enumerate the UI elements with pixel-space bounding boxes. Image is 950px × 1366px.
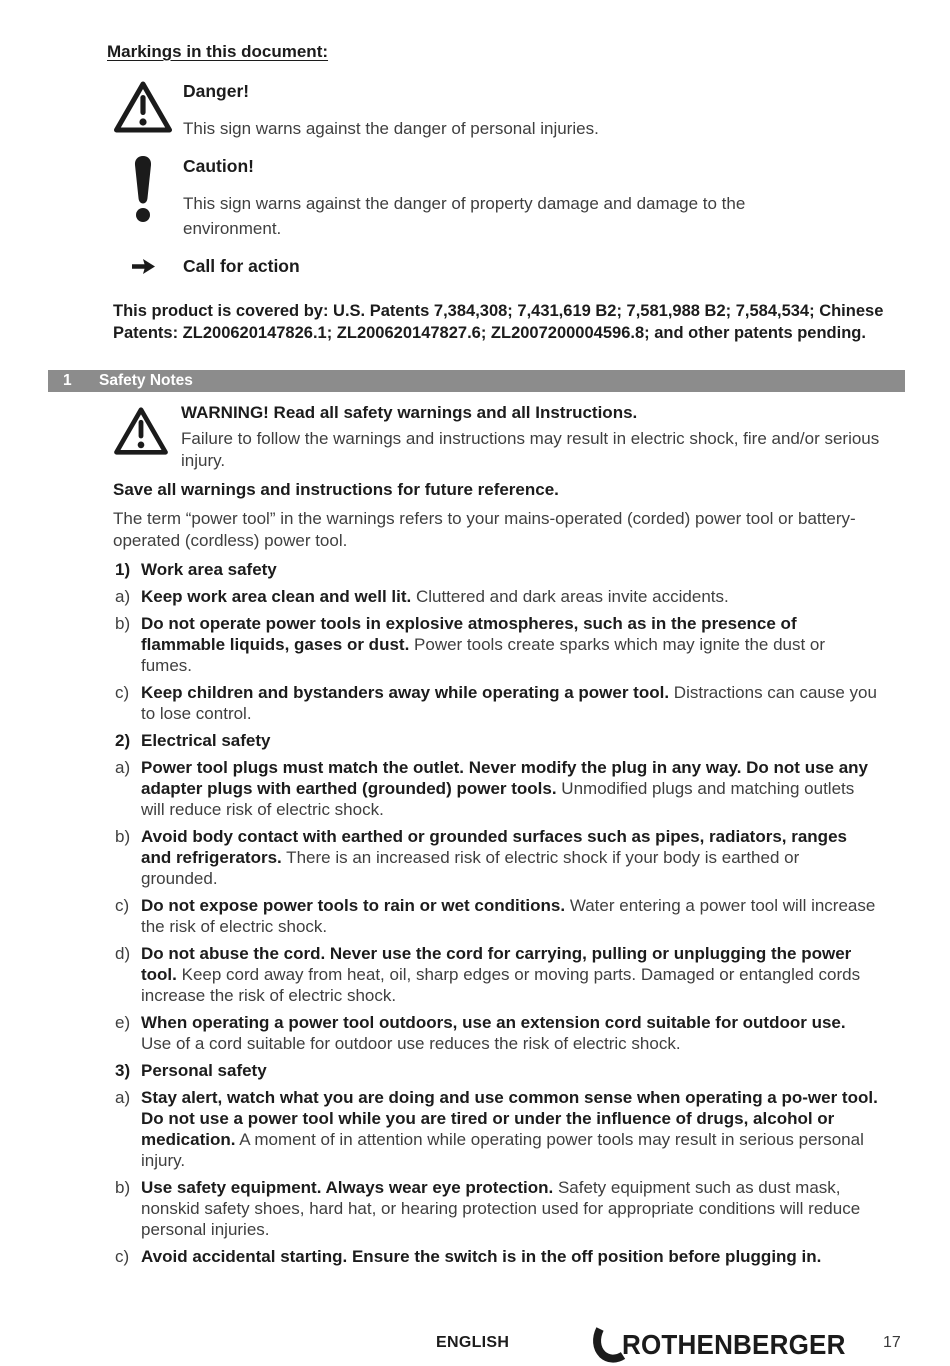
safety-rule [115,895,950,937]
item-marker: c) [115,683,130,702]
item-marker: b) [115,614,131,633]
group-title: Personal safety [141,1061,267,1080]
safety-rule [115,1087,950,1171]
safety-rule [115,1177,950,1240]
item-text: Avoid body contact with earthed or grounded surfaces such as pipes, radiators, ranges and refrigerators. There is an increased risk of electric shock if your body is earthed or grounded. [141,827,847,888]
item-marker: a) [115,758,131,777]
warning-body: Failure to follow the warnings and instructions may result in electric shock, fire and/or serious injury. [181,429,880,470]
arrow-right-icon [103,255,183,277]
safety-rule [115,1012,950,1054]
marking-desc: This sign warns against the danger of property damage and damage to the environment. [183,194,746,238]
safety-rule [115,613,950,676]
warning-triangle-icon [113,401,181,471]
item-marker: c) [115,896,130,915]
save-note: Save all warnings and instructions for future reference. [113,480,559,499]
footer-brand-text: ROTHENBERGER [622,1329,846,1360]
safety-rule [115,586,950,607]
marking-desc: This sign warns against the danger of personal injuries. [183,119,599,138]
item-marker: a) [115,1088,131,1107]
item-text: Do not abuse the cord. Never use the cord for carrying, pulling or unplugging the power tool. Keep cord away from heat, oil, sharp edges or moving parts. Damaged or entangled cords increase the risk of electric shock. [141,944,861,1005]
marking-danger [103,80,950,141]
footer-language: ENGLISH [436,1334,510,1351]
group-title: Work area safety [141,560,277,579]
item-marker: e) [115,1013,131,1032]
item-text: Avoid accidental starting. Ensure the switch is in the off position before plugging in. [141,1247,822,1266]
marking-title: Caution! [183,156,254,176]
item-text: Use safety equipment. Always wear eye protection. Safety equipment such as dust mask, nonskid safety shoes, hard hat, or hearing protection used for appropriate conditions will reduce personal injuries. [141,1178,861,1239]
term-note: The term “power tool” in the warnings refers to your mains-operated (corded) power tool or battery-operated (cordless) power tool. [113,509,856,550]
group-title: Electrical safety [141,731,271,750]
markings-list [103,80,950,277]
group-header-electrical [115,730,950,751]
marking-title: Call for action [183,256,300,276]
item-marker: c) [115,1247,130,1266]
item-marker: b) [115,1178,131,1197]
group-marker: 3) [115,1061,131,1080]
item-marker: b) [115,827,131,846]
safety-rules-list [115,559,950,1267]
section-header [48,370,905,392]
marking-title: Danger! [183,81,250,101]
item-text: Stay alert, watch what you are doing and use common sense when operating a po-wer tool. Do not use a power tool while you are tired or under the influence of drugs, alcohol or medication. A moment of in attention while operating power tools may result in serious personal injury. [141,1088,878,1170]
item-text: Power tool plugs must match the outlet. Never modify the plug in any way. Do not use any adapter plugs with earthed (grounded) power tools. Unmodified plugs and matching outlets will reduce risk of electric shock. [141,758,868,819]
page-title: Markings in this document: [107,42,329,61]
group-header-work-area [115,559,950,580]
group-marker: 1) [115,560,131,579]
marking-caution [103,155,950,241]
item-text: Keep work area clean and well lit. Cluttered and dark areas invite accidents. [141,587,729,606]
warning-title: WARNING! Read all safety warnings and all Instructions. [181,403,638,422]
page-footer [0,1327,950,1363]
section-title: Safety Notes [99,372,193,389]
safety-rule [115,826,950,889]
group-marker: 2) [115,731,131,750]
safety-rule [115,682,950,724]
group-header-personal [115,1060,950,1081]
page-number: 17 [883,1334,901,1351]
warning-block [113,401,950,471]
rothenberger-logo [591,1325,862,1365]
item-marker: d) [115,944,131,963]
item-marker: a) [115,587,131,606]
section-number: 1 [63,372,72,389]
safety-rule [115,943,950,1006]
marking-call-for-action [103,255,950,277]
item-text: Do not expose power tools to rain or wet conditions. Water entering a power tool will increase the risk of electric shock. [141,896,876,936]
item-text: Do not operate power tools in explosive atmospheres, such as in the presence of flammable liquids, gases or dust. Power tools create sparks which may ignite the dust or fumes. [141,614,826,675]
item-text: When operating a power tool outdoors, use an extension cord suitable for outdoor use. Use of a cord suitable for outdoor use reduces the risk of electric shock. [141,1013,846,1053]
safety-rule [115,1246,950,1267]
patent-notice: This product is covered by: U.S. Patents 7,384,308; 7,431,619 B2; 7,581,988 B2; 7,584,534; Chinese Patents: ZL200620147826.1; ZL200620147827.6; ZL2007200004596.8; and other patents pending. [113,302,884,342]
caution-exclamation-icon [103,155,183,241]
item-text: Keep children and bystanders away while operating a power tool. Distractions can cause you to lose control. [141,683,877,723]
danger-triangle-icon [103,80,183,141]
safety-rule [115,757,950,820]
